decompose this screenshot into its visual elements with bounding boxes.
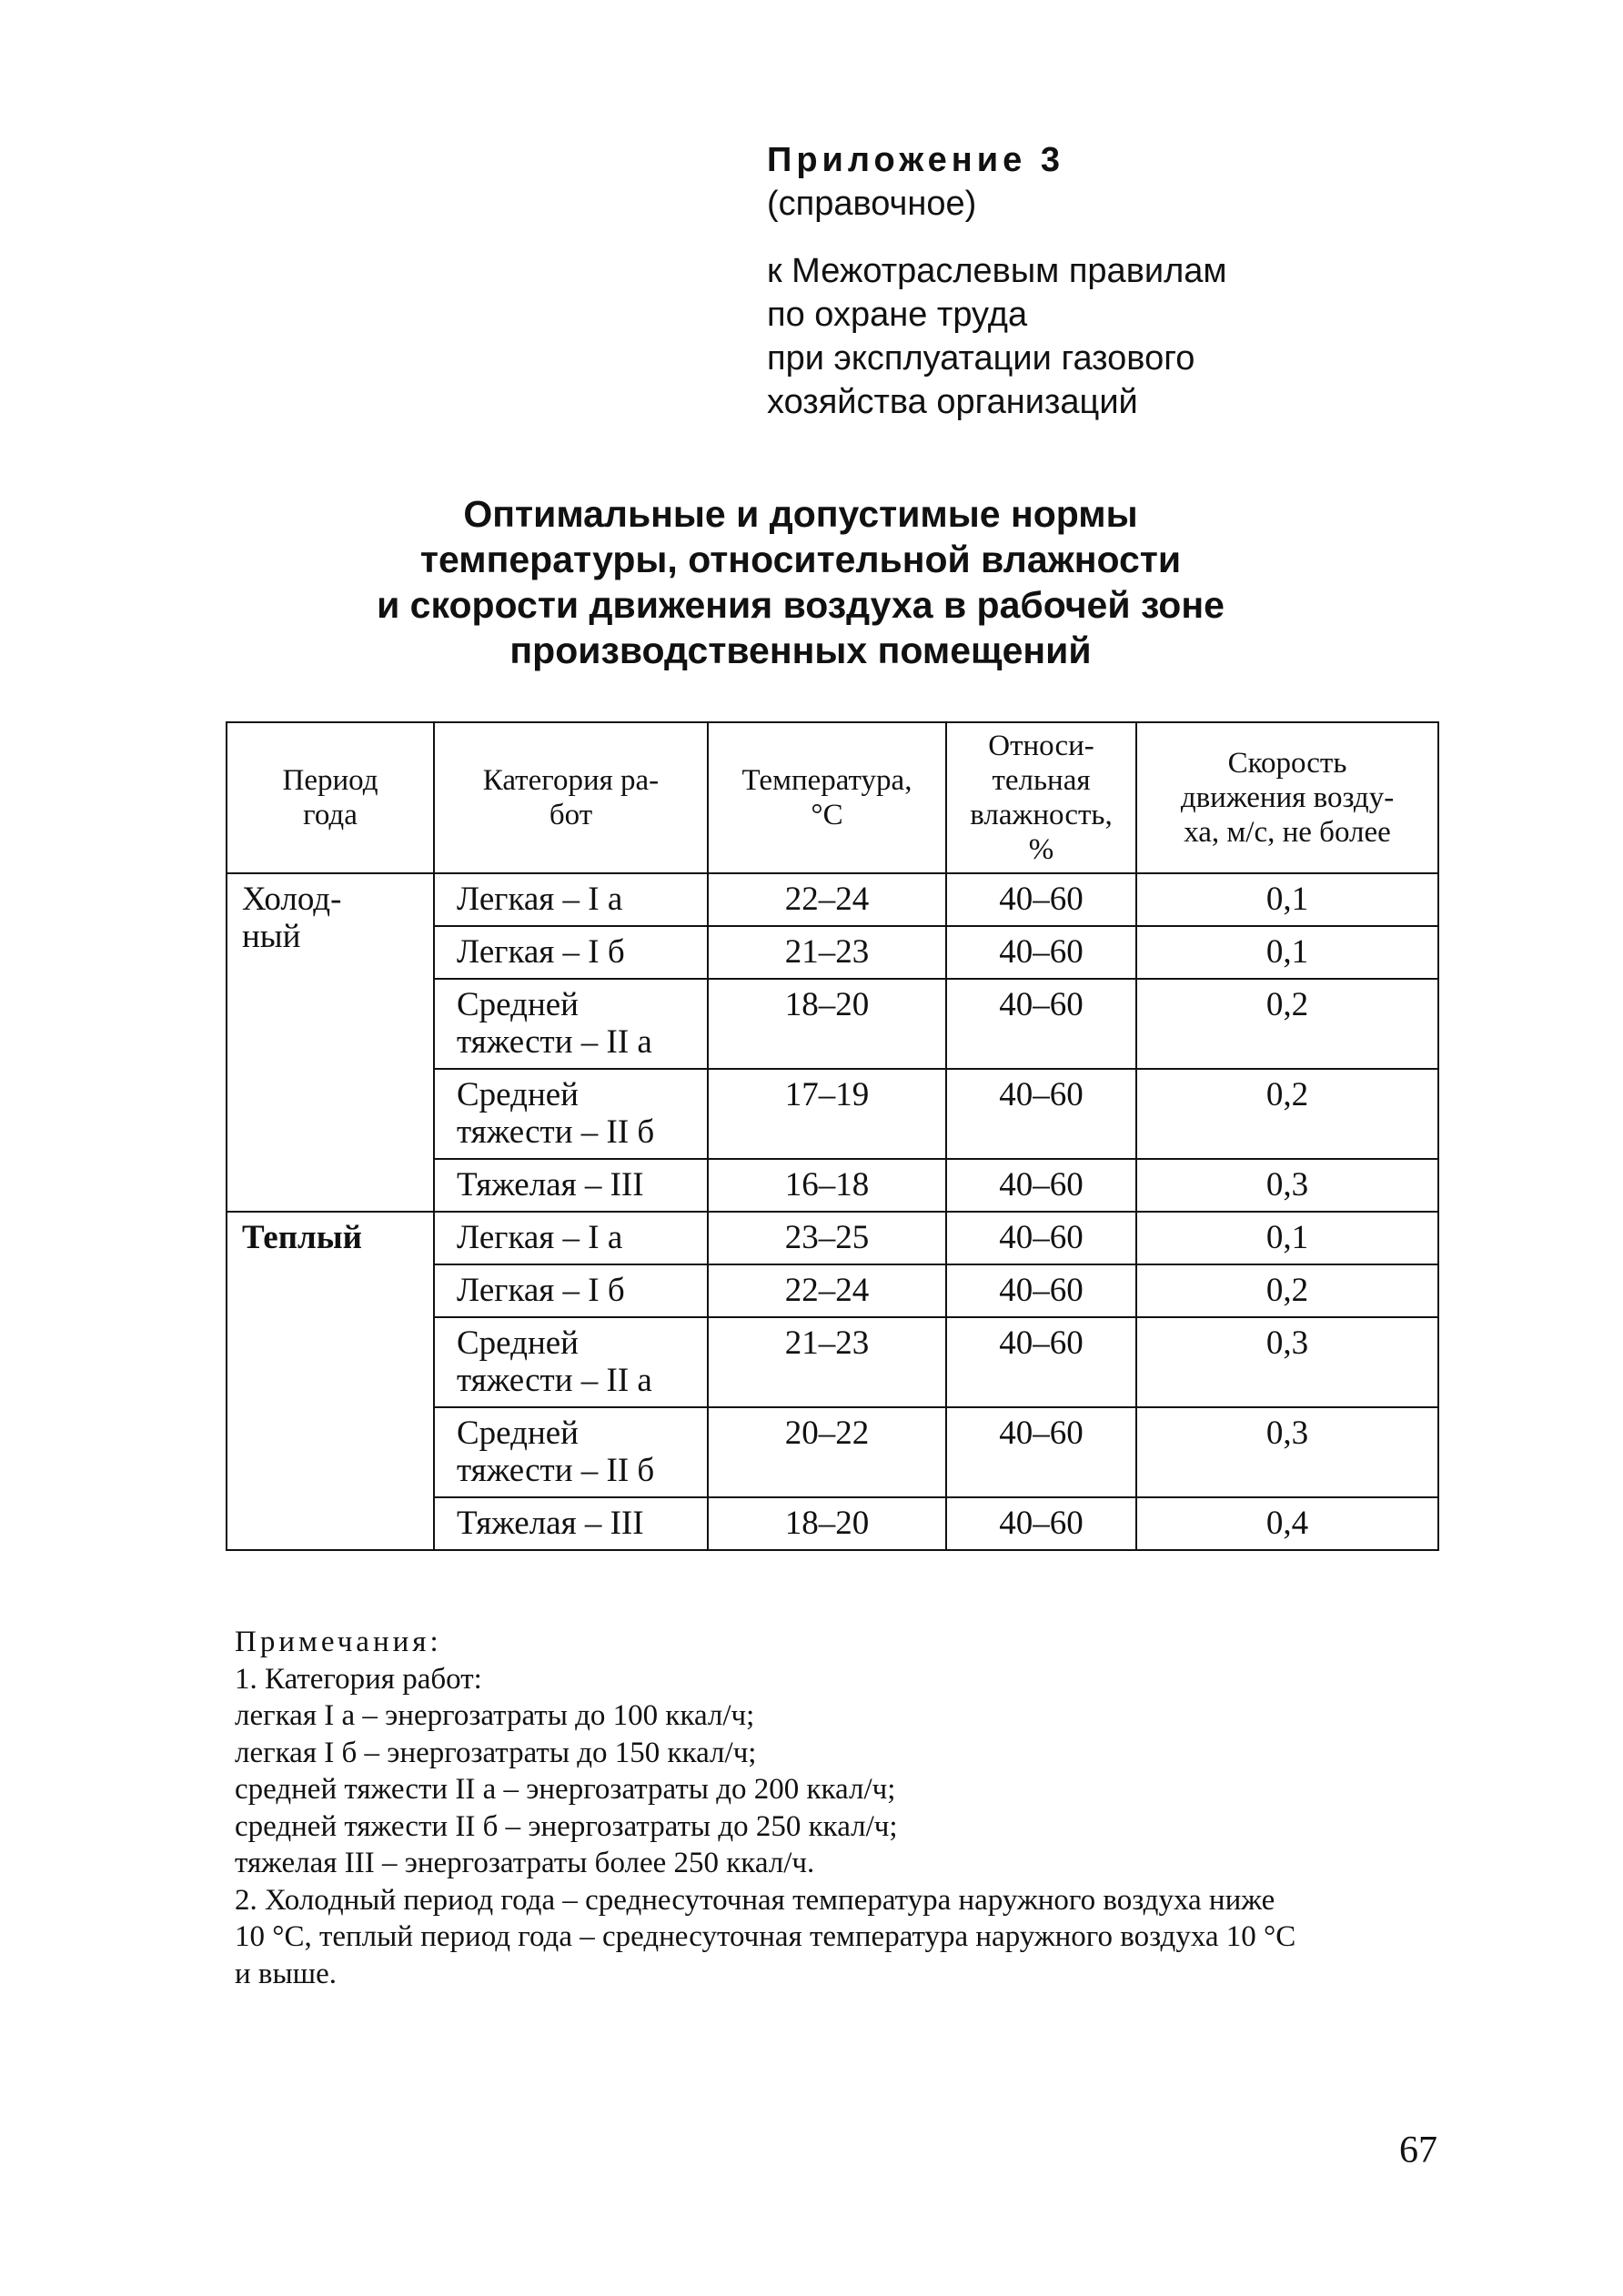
- period-cell-warm: Теплый: [227, 1212, 434, 1550]
- note-item-2-line: 2. Холодный период года – среднесуточная температура наружного воздуха ниже: [235, 1883, 1275, 1917]
- appendix-reference: [767, 249, 1458, 424]
- temperature-cell: 20–22: [708, 1407, 946, 1497]
- speed-cell: 0,3: [1136, 1317, 1438, 1407]
- header-air-speed: Скорость движения возду- ха, м/с, не более: [1136, 722, 1438, 873]
- speed-cell: 0,3: [1136, 1159, 1438, 1212]
- document-title-line: Оптимальные и допустимые нормы: [463, 493, 1138, 535]
- speed-cell: 0,1: [1136, 1212, 1438, 1264]
- category-cell: Средней тяжести – II б: [434, 1069, 708, 1159]
- temperature-cell: 21–23: [708, 926, 946, 979]
- speed-cell: 0,2: [1136, 1069, 1438, 1159]
- humidity-cell: 40–60: [946, 1264, 1136, 1317]
- speed-cell: 0,4: [1136, 1497, 1438, 1550]
- header-period: Период года: [227, 722, 434, 873]
- note-line: тяжелая III – энергозатраты более 250 ккал/ч.: [235, 1847, 815, 1879]
- table-row: [227, 1212, 1438, 1264]
- norms-table: [226, 721, 1439, 1551]
- humidity-cell: 40–60: [946, 926, 1136, 979]
- category-cell: Средней тяжести – II а: [434, 1317, 708, 1407]
- notes-heading: Примечания:: [235, 1626, 442, 1658]
- humidity-cell: 40–60: [946, 873, 1136, 926]
- speed-cell: 0,1: [1136, 873, 1438, 926]
- document-title-line: температуры, относительной влажности: [419, 539, 1182, 580]
- humidity-cell: 40–60: [946, 979, 1136, 1069]
- humidity-cell: 40–60: [946, 1407, 1136, 1497]
- temperature-cell: 23–25: [708, 1212, 946, 1264]
- appendix-block: [767, 138, 1458, 424]
- note-line: легкая I а – энергозатраты до 100 ккал/ч;: [235, 1699, 755, 1732]
- page-number: 67: [1399, 2130, 1437, 2171]
- table-row: [227, 873, 1438, 926]
- appendix-reference-line: к Межотраслевым правилам: [767, 252, 1227, 290]
- category-cell: Легкая – I а: [434, 1212, 708, 1264]
- appendix-reference-line: хозяйства организаций: [767, 383, 1138, 421]
- temperature-cell: 16–18: [708, 1159, 946, 1212]
- appendix-reference-line: по охране труда: [767, 296, 1028, 334]
- humidity-cell: 40–60: [946, 1497, 1136, 1550]
- speed-cell: 0,2: [1136, 1264, 1438, 1317]
- category-cell: Средней тяжести – II а: [434, 979, 708, 1069]
- speed-cell: 0,3: [1136, 1407, 1438, 1497]
- category-cell: Средней тяжести – II б: [434, 1407, 708, 1497]
- table-header-row: [227, 722, 1438, 873]
- humidity-cell: 40–60: [946, 1317, 1136, 1407]
- category-cell: Тяжелая – III: [434, 1159, 708, 1212]
- temperature-cell: 22–24: [708, 1264, 946, 1317]
- temperature-cell: 17–19: [708, 1069, 946, 1159]
- note-item-1-title: 1. Категория работ:: [235, 1662, 482, 1696]
- header-category: Категория ра- бот: [434, 722, 708, 873]
- humidity-cell: 40–60: [946, 1212, 1136, 1264]
- document-title-line: производственных помещений: [509, 629, 1092, 671]
- note-line: средней тяжести II б – энергозатраты до 250 ккал/ч;: [235, 1809, 898, 1843]
- note-item-2-line: и выше.: [235, 1957, 337, 1990]
- header-humidity: Относи- тельная влажность, %: [946, 722, 1136, 873]
- note-line: легкая I б – энергозатраты до 150 ккал/ч;: [235, 1736, 757, 1769]
- appendix-title: Приложение 3: [767, 141, 1064, 179]
- category-cell: Легкая – I б: [434, 926, 708, 979]
- temperature-cell: 22–24: [708, 873, 946, 926]
- note-item-2-line: 10 °С, теплый период года – среднесуточная температура наружного воздуха 10 °С: [235, 1920, 1296, 1953]
- category-cell: Тяжелая – III: [434, 1497, 708, 1550]
- category-cell: Легкая – I а: [434, 873, 708, 926]
- note-line: средней тяжести II а – энергозатраты до 200 ккал/ч;: [235, 1773, 896, 1806]
- document-title-line: и скорости движения воздуха в рабочей зоне: [377, 584, 1225, 626]
- humidity-cell: 40–60: [946, 1159, 1136, 1212]
- speed-cell: 0,2: [1136, 979, 1438, 1069]
- header-temperature: Температура, °С: [708, 722, 946, 873]
- appendix-subtitle: (справочное): [767, 185, 977, 223]
- appendix-reference-line: при эксплуатации газового: [767, 339, 1195, 378]
- speed-cell: 0,1: [1136, 926, 1438, 979]
- temperature-cell: 18–20: [708, 1497, 946, 1550]
- document-title: [218, 491, 1383, 673]
- notes-block: [235, 1624, 1445, 1992]
- category-cell: Легкая – I б: [434, 1264, 708, 1317]
- temperature-cell: 18–20: [708, 979, 946, 1069]
- period-cell-cold: Холод- ный: [227, 873, 434, 1212]
- temperature-cell: 21–23: [708, 1317, 946, 1407]
- humidity-cell: 40–60: [946, 1069, 1136, 1159]
